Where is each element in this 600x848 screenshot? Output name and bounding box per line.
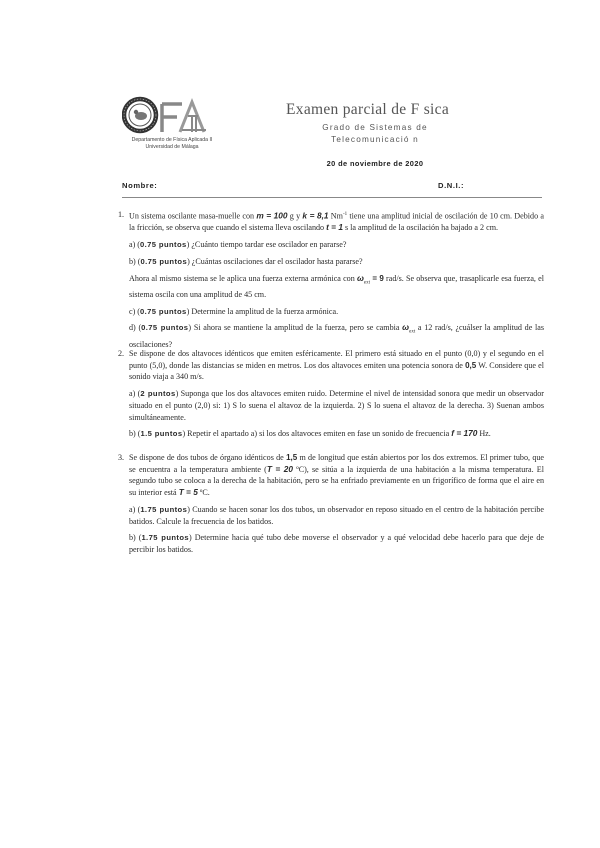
question-number: 1.: [118, 210, 125, 219]
text: W. Considere que el sonido viaja a 340 m/s.: [129, 360, 544, 382]
text: Determine hacia qué tubo debe moverse el observador y a qué velocidad debe hacerlo para que deje de percibir los batidos.: [129, 533, 544, 554]
text: Ahora al mismo sistema se le aplica una fuerza externa armónica con: [129, 273, 357, 283]
text: Hz.: [477, 429, 491, 439]
question-1: [118, 209, 544, 350]
question-1-middle: [129, 273, 544, 301]
text: a 12 rad/s, ¿cuálser la amplitud de las oscilaciones?: [129, 323, 545, 349]
header-divider: [122, 197, 542, 198]
question-3: [118, 452, 544, 556]
text: a) (: [129, 504, 141, 514]
text: ºC.: [197, 488, 210, 498]
text: Un sistema oscilante masa-muelle con: [129, 211, 257, 221]
subscript: ext: [363, 280, 370, 286]
text: a) (: [129, 240, 141, 250]
text: Se dispone de dos tubos de órgano idénticos de: [129, 453, 287, 462]
question-3a: [129, 504, 544, 527]
fa-letters-icon: [122, 96, 222, 138]
exam-title: Examen parcial de F sica: [286, 101, 449, 118]
text: tiene una amplitud inicial de oscilación de 10 cm. Debido a la fricción, se observa que cuando el sistema lleva oscilando: [129, 211, 545, 233]
mass-value: m = 100: [256, 210, 288, 221]
points-label: 0.75 puntos: [140, 306, 187, 316]
text: ¿Cuántas oscilaciones dar el oscilador hasta pararse?: [191, 256, 363, 266]
text: Determine la amplitud de la fuerza armónica.: [191, 306, 339, 316]
department-logo: [122, 96, 222, 154]
text: ºC), se sitúa a la izquierda de una habitación a la misma temperatura. El segundo tubo se coloca a la derecha de la habitación, pero se ha enfriado previamente en un frigorífico de forma que el aire en su interior está: [129, 464, 544, 498]
name-label: Nombre:: [122, 181, 158, 190]
text: ): [186, 240, 192, 250]
question-1d: [129, 322, 544, 350]
text: ): [182, 429, 188, 439]
text: b) (: [129, 256, 141, 266]
frequency-value: f = 170: [451, 428, 478, 439]
logo-caption-department: Departamento de Física Aplicada II: [131, 137, 213, 143]
time-value: t = 1: [326, 222, 343, 233]
text: ): [189, 533, 195, 543]
length-value: 1,5: [286, 453, 298, 462]
text: Repetir el apartado a) si los dos altavoces emiten en fase un sonido de frecuencia: [187, 429, 452, 439]
text: ): [187, 256, 192, 266]
text: Suponga que los dos altavoces emiten ruido. Determine el nivel de intensidad sonora que medir un observador situado en el punto (2,0) si: 1) S lo suena el altavoz de la izquierda. 2) S lo suena el altavoz de la derecha. 3) Suenan ambos simultáneamente.: [129, 389, 545, 422]
question-number: 3.: [118, 453, 125, 462]
points-label: 0.75 puntos: [141, 323, 189, 333]
question-number: 2.: [118, 349, 125, 358]
points-label: 1.5 puntos: [140, 429, 183, 439]
points-label: 1.75 puntos: [141, 533, 190, 543]
text: b) (: [129, 533, 142, 543]
subtitle-line-1: Grado de Sistemas de: [322, 123, 428, 132]
temperature-value-2: T = 5: [178, 487, 198, 498]
text: ): [186, 306, 192, 316]
exam-date: 20 de noviembre de 2020: [326, 159, 424, 168]
points-label: 2 puntos: [140, 389, 176, 399]
text: g y: [287, 211, 303, 221]
question-2-statement: [129, 348, 544, 383]
text: ¿Cuánto tiempo tardar ese oscilador en pararse?: [191, 240, 347, 250]
question-1a: [129, 239, 544, 251]
question-2a: [129, 388, 544, 423]
omega-symbol: ω: [356, 272, 364, 283]
text: d) (: [129, 323, 142, 333]
question-2b: [129, 428, 544, 440]
subtitle-line-2: Telecomunicació n: [331, 135, 419, 144]
question-3-statement: [129, 452, 544, 499]
spring-constant-value: k = 8,1: [302, 210, 329, 221]
text: b) (: [129, 429, 141, 439]
text: a) (: [129, 389, 141, 399]
exponent: -1: [342, 212, 348, 217]
text: ): [187, 504, 193, 514]
power-value: 0,5: [465, 360, 477, 370]
text: rad/s. Se observa que, trasaplicarle esa fuerza, el sistema oscila con una amplitud de 45 cm.: [129, 273, 544, 299]
text: Si ahora se mantiene la amplitud de la fuerza, pero se cambia: [193, 323, 403, 333]
text: Se dispone de dos altavoces idénticos que emiten esféricamente. El primero está situado en el punto (0,0) y el segundo en el punto (5,0), donde las distancias se miden en metros. Los dos altavoces emiten una potencia sonora de: [129, 349, 544, 370]
subscript: ext: [409, 329, 416, 335]
text: m de longitud que están abiertos por los dos extremos. El primer tubo, que se encuentra a la temperatura ambiente (: [129, 453, 545, 474]
temperature-value-1: T = 20: [266, 463, 293, 474]
dni-label: D.N.I.:: [438, 181, 465, 190]
question-3b: [129, 532, 544, 555]
text: s la amplitud de la oscilación ha bajado a 2 cm.: [342, 223, 499, 233]
logo-caption-university: Universidad de Málaga: [145, 143, 199, 150]
text: Nm: [328, 211, 343, 221]
text: c) (: [129, 306, 141, 316]
degree-subtitle: [300, 122, 450, 146]
points-label: 1.75 puntos: [140, 504, 188, 514]
points-label: 0.75 puntos: [140, 256, 188, 266]
omega-value: = 9: [369, 273, 384, 283]
question-1b: [129, 256, 544, 268]
omega-symbol: ω: [402, 322, 410, 333]
text: ): [175, 389, 181, 399]
logo-caption: [122, 137, 222, 150]
question-1c: [129, 306, 544, 318]
text: Cuando se hacen sonar los dos tubos, un observador en reposo situado en el centro de la habitación percibe batidos. Calcule la frecuencia de los batidos.: [129, 504, 545, 526]
question-1-statement: [129, 209, 544, 234]
text: ): [188, 323, 194, 333]
question-2: [118, 348, 544, 440]
points-label: 0.75 puntos: [140, 240, 187, 250]
